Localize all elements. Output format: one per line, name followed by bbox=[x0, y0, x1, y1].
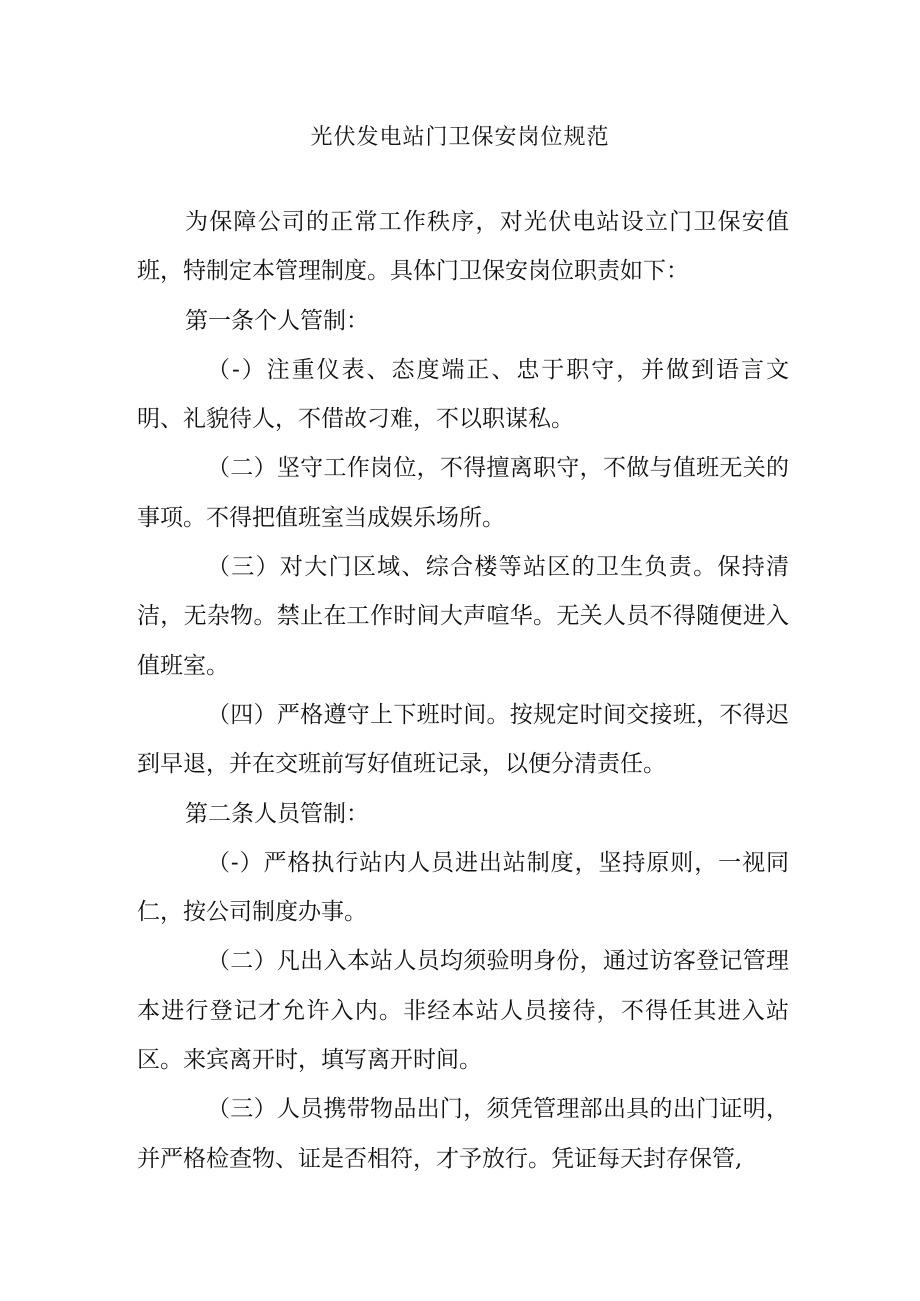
article-2-item-3: （三）人员携带物品出门，须凭管理部出具的出门证明，并严格检查物、证是否相符，才予放行。凭证每天封存保管, bbox=[137, 1096, 789, 1172]
article-2-item-1: （-）严格执行站内人员进出站制度，坚持原则，一视同仁，按公司制度办事。 bbox=[137, 849, 789, 926]
article-1-item-2: （二）坚守工作岗位，不得擅离职守，不做与值班无关的事项。不得把值班室当成娱乐场所。 bbox=[137, 455, 789, 531]
document-body bbox=[137, 198, 789, 1184]
document-title: 光伏发电站门卫保安岗位规范 bbox=[310, 125, 610, 150]
paragraph-intro: 为保障公司的正常工作秩序，对光伏电站设立门卫保安值班，特制定本管理制度。具体门卫保安岗位职责如下： bbox=[137, 209, 789, 285]
article-1-item-4: （四）严格遵守上下班时间。按规定时间交接班，不得迟到早退，并在交班前写好值班记录，以便分清责任。 bbox=[137, 701, 789, 778]
article-2-item-2: （二）凡出入本站人员均须验明身份，通过访客登记管理本进行登记才允许入内。非经本站人员接待，不得任其进入站区。来宾离开时，填写离开时间。 bbox=[137, 948, 789, 1074]
article-1-item-3: （三）对大门区域、综合楼等站区的卫生负责。保持清洁，无杂物。禁止在工作时间大声喧华。无关人员不得随便进入值班室。 bbox=[137, 554, 789, 679]
article-heading-2: 第二条人员管制： bbox=[185, 800, 369, 827]
article-heading-1: 第一条个人管制： bbox=[185, 307, 369, 334]
article-1-item-1: （-）注重仪表、态度端正、忠于职守，并做到语言文明、礼貌待人，不借故刁难，不以职谋私。 bbox=[137, 356, 789, 433]
